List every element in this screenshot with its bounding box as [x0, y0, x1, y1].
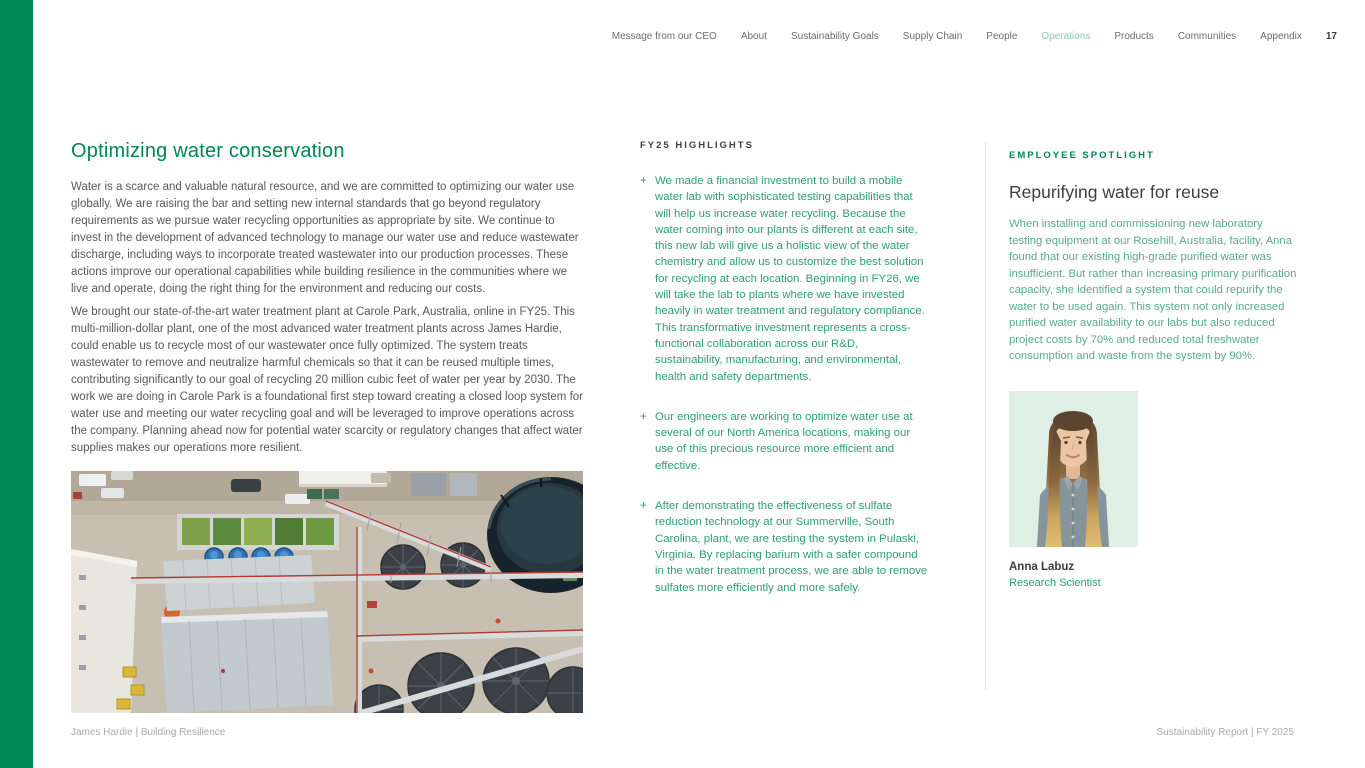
nav-item-about[interactable]: About	[740, 31, 767, 42]
highlight-item	[640, 173, 928, 385]
main-article	[71, 140, 583, 713]
plus-bullet-icon: +	[640, 175, 647, 187]
spotlight-title: Repurifying water for reuse	[1009, 182, 1220, 202]
plus-bullet-icon: +	[640, 500, 647, 513]
nav-item-people[interactable]: People	[986, 31, 1018, 42]
page-number: 17	[1325, 31, 1337, 42]
nav-item-products[interactable]: Products	[1114, 31, 1154, 42]
plus-bullet-icon: +	[640, 410, 647, 423]
page-title: Optimizing water conservation	[71, 140, 345, 162]
nav-item-supply-chain[interactable]: Supply Chain	[902, 31, 963, 42]
highlight-item	[640, 498, 928, 596]
nav-item-sustainability-goals[interactable]: Sustainability Goals	[790, 31, 879, 42]
brand-accent-bar	[0, 0, 33, 768]
employee-portrait-photo	[1009, 391, 1138, 547]
spotlight-body: When installing and commissioning new laboratory testing equipment at our Rosehill, Australia, facility, Anna found that our existing high-grade purified water was insufficient. But rather than increasing primary purification capacity, she identified a system that could repurify the water to be used again. This system not only increased purified water availability to our labs but also reduced project costs by 70% and reduced total freshwater consumption and waste from the system by 90%.	[1009, 218, 1297, 362]
top-navigation	[612, 31, 1337, 42]
footer-report-edition: Sustainability Report | FY 2025	[1156, 727, 1294, 738]
article-paragraph: We brought our state-of-the-art water treatment plant at Carole Park, Australia, online in FY25. This multi-million-dollar plant, one of the most advanced water treatment plants across James Hardie, could enable us to recycle most of our wastewater once fully optimized. The system treats wastewater to remove and neutralize harmful chemicals so that it can be reused multiple times, contributing significantly to our goal of recycling 20 million cubic feet of water per year by 2030. The work we are doing in Carole Park is a foundational first step toward creating a closed loop system for water use and meeting our water recycling goal and will be leveraged to improve operations across the company. Planning ahead now for potential water scarcity or regulatory changes that affect water supplies makes our operations more resilient.	[71, 306, 584, 454]
water-treatment-plant-photo	[71, 471, 583, 713]
highlights-label: FY25 HIGHLIGHTS	[640, 140, 754, 151]
employee-spotlight	[1009, 150, 1299, 589]
highlight-item	[640, 409, 928, 474]
highlight-text: We made a financial investment to build a mobile water lab with sophisticated testing capabilities that will help us increase water recycling. Because the water coming into our plants is different at each site, this new lab will give us a holistic view of the water chemistry and allow us to customize the best solution for recycling at each location. Beginning in FY26, we will take the lab to plants where we have invested heavily in water treatment and regulatory compliance. This transformative investment represents a cross-functional collaboration across our R&D, sustainability, manufacturing, and environmental, health and safety departments.	[655, 175, 925, 383]
highlight-text: After demonstrating the effectiveness of sulfate reduction technology at our Summerville, South Carolina, plant, we are testing the system in Pulaski, Virginia. By replacing barium with a safer compound in the water treatment process, we are able to remove sulfates more efficiently and more safely.	[655, 500, 928, 594]
spotlight-label: EMPLOYEE SPOTLIGHT	[1009, 150, 1155, 161]
employee-name: Anna Labuz	[1009, 560, 1075, 573]
footer-report-name: James Hardie | Building Resilience	[71, 727, 226, 738]
fy25-highlights	[640, 140, 928, 620]
nav-item-appendix[interactable]: Appendix	[1260, 31, 1302, 42]
column-divider	[985, 142, 986, 690]
employee-job-title: Research Scientist	[1009, 576, 1101, 589]
nav-item-operations-active[interactable]: Operations	[1041, 31, 1091, 42]
highlight-text: Our engineers are working to optimize water use at several of our North America locations, making our use of this precious resource more efficient and effective.	[655, 410, 913, 472]
nav-item-message-from-our-ceo[interactable]: Message from our CEO	[611, 31, 717, 42]
article-paragraph: Water is a scarce and valuable natural resource, and we are committed to optimizing our water use globally. We are raising the bar and setting new internal standards that go beyond regulatory requirements as we pursue water recycling opportunities as appropriate by site. We continue to invest in the development of advanced technology to manage our water use and reduce wastewater discharge, including ways to incorporate treated wastewater into our production processes. These actions improve our operational capabilities while building resilience in the communities where we live and operate, doing the right thing for the environment and reducing our costs.	[71, 181, 579, 295]
nav-item-communities[interactable]: Communities	[1177, 31, 1237, 42]
